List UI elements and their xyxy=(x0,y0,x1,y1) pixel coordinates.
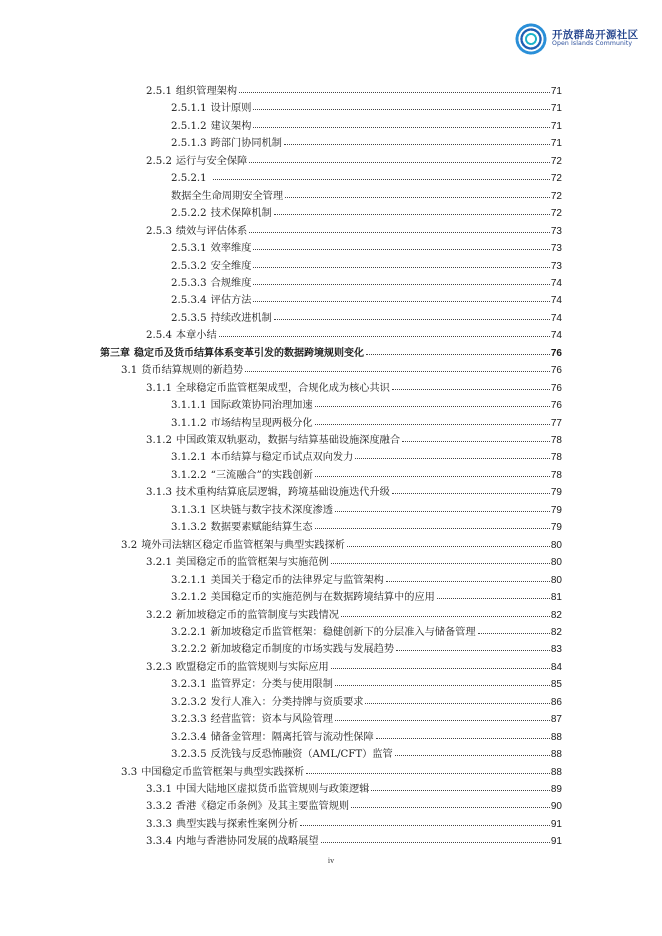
toc-entry-page: 79 xyxy=(550,504,562,516)
toc-entry-page: 80 xyxy=(550,557,562,569)
toc-entry-number: 3.3.4 xyxy=(146,836,172,848)
toc-entry-number: 3.1.2.2 xyxy=(171,469,207,481)
toc-entry[interactable] xyxy=(171,692,562,708)
toc-entry-title: 数据要素赋能结算生态 xyxy=(210,522,313,534)
toc-entry-page: 80 xyxy=(550,539,562,551)
toc-entry[interactable] xyxy=(146,325,562,341)
toc-entry-page: 85 xyxy=(550,679,562,691)
toc-leader-dots xyxy=(366,354,550,355)
toc-entry-page: 84 xyxy=(550,661,562,673)
toc-entry-title: 效率维度 xyxy=(210,243,252,255)
toc-entry-title: 本章小结 xyxy=(175,330,217,342)
toc-entry-number: 3.1.3.1 xyxy=(171,504,207,516)
toc-entry[interactable] xyxy=(171,413,562,429)
toc-entry-page: 76 xyxy=(550,347,562,359)
toc-entry-title: 中国稳定币监管框架与典型实践探析 xyxy=(141,766,305,778)
toc-entry-number: 3.1 xyxy=(121,365,138,377)
toc-entry-page: 72 xyxy=(550,155,562,167)
toc-entry-title: 评估方法 xyxy=(210,295,252,307)
toc-leader-dots xyxy=(376,738,550,739)
toc-leader-dots xyxy=(392,389,550,390)
toc-leader-dots xyxy=(321,842,550,843)
toc-entry-title: 中国大陆地区虚拟货币监管规则与政策逻辑 xyxy=(175,784,370,795)
toc-leader-dots xyxy=(386,581,550,582)
toc-leader-dots xyxy=(306,773,550,774)
toc-entry-page: 78 xyxy=(550,452,562,464)
toc-leader-dots xyxy=(392,493,550,494)
toc-entry-page: 78 xyxy=(550,469,562,481)
toc-entry[interactable] xyxy=(146,779,562,795)
toc-entry-page: 79 xyxy=(550,522,562,534)
toc-leader-dots xyxy=(331,668,550,669)
toc-entry[interactable] xyxy=(171,308,562,324)
toc-entry-title: 合规维度 xyxy=(210,277,252,289)
toc-entry-number: 3.1.3 xyxy=(146,487,172,499)
toc-entry-number: 2.5.2.2 xyxy=(171,208,207,220)
toc-entry-page: 73 xyxy=(550,243,562,255)
toc-entry-number: 3.2.2.2 xyxy=(171,644,207,656)
toc-entry-title: 组织管理架构 xyxy=(175,86,238,97)
toc-entry[interactable] xyxy=(146,796,562,812)
toc-entry-page: 83 xyxy=(550,644,562,656)
toc-entry-number: 2.5.3.4 xyxy=(171,295,207,307)
toc-entry-page: 71 xyxy=(550,120,562,132)
toc-entry-page: 88 xyxy=(550,749,562,761)
toc-entry-title: 绩效与评估体系 xyxy=(175,225,248,237)
toc-entry-page: 71 xyxy=(550,103,562,115)
toc-entry-number: 3.2.3.4 xyxy=(171,731,207,743)
toc-entry[interactable] xyxy=(146,605,562,621)
toc-entry-page: 76 xyxy=(550,382,562,394)
toc-leader-dots xyxy=(402,441,550,442)
toc-entry[interactable] xyxy=(146,482,562,498)
toc-leader-dots xyxy=(335,685,550,686)
toc-leader-dots xyxy=(437,598,550,599)
toc-entry-title: 货币结算规则的新趋势 xyxy=(141,365,244,377)
toc-entry-title: 中国政策双轨驱动，数据与结算基础设施深度融合 xyxy=(175,435,401,446)
toc-entry-page: 88 xyxy=(550,766,562,778)
toc-entry-page: 76 xyxy=(550,365,562,377)
toc-entry-number: 3.1.1.2 xyxy=(171,417,207,429)
toc-entry[interactable] xyxy=(171,186,562,202)
toc-entry-title: 美国关于稳定币的法律界定与监管架构 xyxy=(210,574,384,586)
toc-entry-title: “三流融合”的实践创新 xyxy=(210,469,313,481)
toc-entry-page: 91 xyxy=(550,818,562,830)
toc-entry-number: 2.5.3.5 xyxy=(171,312,207,324)
toc-entry-title: 设计原则 xyxy=(210,103,252,115)
toc-entry[interactable] xyxy=(171,500,562,516)
toc-leader-dots xyxy=(253,249,549,250)
toc-entry[interactable] xyxy=(171,744,562,760)
toc-entry-number: 3.2 xyxy=(121,539,138,551)
toc-leader-dots xyxy=(253,301,549,302)
toc-leader-dots xyxy=(315,528,550,529)
toc-entry-page: 78 xyxy=(550,435,562,446)
toc-entry-title: 跨部门协同机制 xyxy=(210,138,282,150)
toc-entry-number: 3.3 xyxy=(121,766,138,778)
toc-leader-dots xyxy=(355,458,550,459)
toc-entry[interactable] xyxy=(171,203,562,219)
toc-leader-dots xyxy=(341,616,550,617)
toc-entry-page: 82 xyxy=(550,609,562,621)
toc-entry[interactable] xyxy=(146,430,562,446)
toc-entry-number: 3.2.3.1 xyxy=(171,679,207,691)
toc-entry-number: 2.5.4 xyxy=(146,330,172,342)
toc-entry-page: 86 xyxy=(550,696,562,708)
toc-entry-number: 3.1.3.2 xyxy=(171,522,207,534)
toc-entry[interactable] xyxy=(171,273,562,289)
toc-entry[interactable] xyxy=(146,657,562,673)
toc-entry-title: 国际政策协同治理加速 xyxy=(210,400,313,412)
logo-title-cn: 开放群岛开源社区 xyxy=(552,29,639,42)
toc-entry-title: 建议架构 xyxy=(210,120,252,132)
toc-entry[interactable] xyxy=(171,465,562,481)
toc-entry-title: 储备金管理：隔离托管与流动性保障 xyxy=(210,731,374,743)
toc-entry-title: 反洗钱与反恐怖融资（AML/CFT）监管 xyxy=(210,749,393,761)
toc-entry[interactable] xyxy=(146,831,562,847)
toc-leader-dots xyxy=(315,476,550,477)
toc-entry-number: 3.1.1 xyxy=(146,382,172,394)
toc-entry-number: 2.5.2 xyxy=(146,155,172,167)
toc-entry[interactable] xyxy=(146,151,562,167)
toc-entry[interactable] xyxy=(146,81,562,97)
toc-entry[interactable] xyxy=(171,709,562,725)
toc-entry-title: 美国稳定币的监管框架与实施范例 xyxy=(175,557,329,569)
toc-leader-dots xyxy=(315,424,550,425)
toc-entry[interactable] xyxy=(171,517,562,533)
toc-entry[interactable] xyxy=(171,622,562,638)
toc-entry-title: 区块链与数字技术深度渗透 xyxy=(210,504,333,516)
toc-entry[interactable] xyxy=(121,535,562,551)
toc-entry-page: 74 xyxy=(550,312,562,324)
toc-entry[interactable] xyxy=(171,133,562,149)
toc-entry-page: 74 xyxy=(550,277,562,289)
toc-entry-number: 3.2.2.1 xyxy=(171,626,207,638)
toc-entry-page: 87 xyxy=(550,714,562,726)
toc-entry-title: 新加坡稳定币制度的市场实践与发展趋势 xyxy=(210,644,395,656)
toc-entry[interactable] xyxy=(171,256,562,272)
toc-entry-page: 74 xyxy=(550,295,562,307)
toc-leader-dots xyxy=(371,790,549,791)
community-logo xyxy=(514,22,638,56)
toc-entry[interactable] xyxy=(121,762,562,778)
toc-entry[interactable] xyxy=(146,552,562,568)
toc-entry-number: 3.2.3.2 xyxy=(171,696,207,708)
toc-entry-number: 3.2.1.1 xyxy=(171,574,207,586)
toc-entry-number: 2.5.1 xyxy=(146,86,172,97)
toc-entry-page: 76 xyxy=(550,400,562,412)
toc-entry-page: 82 xyxy=(550,626,562,638)
toc-leader-dots xyxy=(478,633,550,634)
toc-leader-dots xyxy=(331,563,550,564)
toc-entry[interactable] xyxy=(171,639,562,655)
toc-entry-number: 3.1.2 xyxy=(146,435,172,446)
community-logo-mark xyxy=(514,22,548,56)
toc-entry-number: 3.2.1.2 xyxy=(171,592,207,604)
toc-entry-page: 80 xyxy=(550,574,562,586)
toc-entry[interactable] xyxy=(171,238,562,254)
toc-leader-dots xyxy=(274,319,550,320)
toc-entry-number: 2.5.1.1 xyxy=(171,103,207,115)
toc-entry[interactable] xyxy=(171,587,562,603)
toc-entry-number: 3.2.3.5 xyxy=(171,749,207,761)
toc-leader-dots xyxy=(239,92,550,93)
toc-entry[interactable] xyxy=(121,360,562,376)
toc-entry[interactable] xyxy=(171,570,562,586)
toc-leader-dots xyxy=(365,703,549,704)
toc-entry-number: 3.2.3.3 xyxy=(171,714,207,726)
toc-entry-title: 稳定币及货币结算体系变革引发的数据跨境规则变化 xyxy=(134,347,364,359)
toc-leader-dots xyxy=(315,406,550,407)
toc-entry[interactable] xyxy=(100,343,562,359)
toc-leader-dots xyxy=(335,511,550,512)
toc-entry-title: 欧盟稳定币的监管规则与实际应用 xyxy=(175,661,329,673)
toc-entry-title: 数据全生命周期安全管理 xyxy=(171,190,284,202)
toc-leader-dots xyxy=(249,162,550,163)
toc-leader-dots xyxy=(284,144,550,145)
toc-entry-title: 技术保障机制 xyxy=(210,208,272,220)
toc-entry-page: 91 xyxy=(550,836,562,848)
toc-entry-number: 2.5.3.1 xyxy=(171,243,207,255)
toc-entry-title: 全球稳定币监管框架成型，合规化成为核心共识 xyxy=(175,382,390,394)
toc-entry-title: 监管界定：分类与使用限制 xyxy=(210,679,333,691)
logo-title-en: Open Islands Community xyxy=(552,40,633,48)
toc-entry-page: 89 xyxy=(550,784,562,795)
toc-entry-page: 71 xyxy=(550,86,562,97)
toc-entry-page: 72 xyxy=(550,190,562,202)
toc-entry-page: 74 xyxy=(550,330,562,342)
toc-entry-title: 经营监管：资本与风险管理 xyxy=(210,714,333,726)
toc-entry[interactable] xyxy=(146,221,562,237)
toc-entry-number: 2.5.3.3 xyxy=(171,277,207,289)
page-number: iv xyxy=(327,856,335,865)
toc-entry-title: 运行与安全保障 xyxy=(175,155,248,167)
toc-entry-title: 发行人准入：分类持牌与资质要求 xyxy=(210,696,364,708)
toc-leader-dots xyxy=(253,109,549,110)
toc-entry-title: 内地与香港协同发展的战略展望 xyxy=(175,836,319,848)
toc-entry-page: 71 xyxy=(550,138,562,150)
toc-leader-dots xyxy=(219,336,550,337)
toc-leader-dots xyxy=(396,650,550,651)
toc-entry-number: 3.3.2 xyxy=(146,801,172,813)
toc-entry-page: 73 xyxy=(550,225,562,237)
toc-entry-page: 73 xyxy=(550,260,562,272)
toc-entry-page: 90 xyxy=(550,801,562,813)
toc-entry[interactable] xyxy=(171,116,562,132)
toc-leader-dots xyxy=(245,371,550,372)
toc-entry-number: 3.2.2 xyxy=(146,609,172,621)
toc-entry-title: 市场结构呈现两极分化 xyxy=(210,417,313,429)
toc-leader-dots xyxy=(285,197,550,198)
toc-entry-page: 81 xyxy=(550,592,562,604)
toc-entry-page: 72 xyxy=(550,208,562,220)
toc-entry-page: 88 xyxy=(550,731,562,743)
toc-entry-title: 美国稳定币的实施范例与在数据跨境结算中的应用 xyxy=(210,592,435,604)
toc-entry[interactable] xyxy=(171,727,562,743)
toc-entry-number: 第三章 xyxy=(100,347,130,359)
toc-entry[interactable] xyxy=(146,378,562,394)
toc-entry-page: 72 xyxy=(550,173,562,185)
toc-leader-dots xyxy=(395,755,550,756)
toc-entry-number: 3.1.1.1 xyxy=(171,400,207,412)
toc-entry[interactable] xyxy=(171,447,562,463)
toc-entry-number: 3.3.3 xyxy=(146,818,172,830)
toc-leader-dots xyxy=(249,232,550,233)
toc-leader-dots xyxy=(351,807,550,808)
toc-entry-number: 2.5.1.2 xyxy=(171,120,207,132)
toc-entry-title: 香港《稳定币条例》及其主要监管规则 xyxy=(175,801,350,813)
toc-leader-dots xyxy=(300,825,550,826)
toc-leader-dots xyxy=(335,720,550,721)
toc-entry-number: 3.3.1 xyxy=(146,784,172,795)
toc-entry[interactable] xyxy=(171,290,562,306)
toc-leader-dots xyxy=(213,179,550,180)
toc-leader-dots xyxy=(253,284,549,285)
toc-entry-number: 2.5.3.2 xyxy=(171,260,207,272)
toc-entry[interactable] xyxy=(171,674,562,690)
toc-leader-dots xyxy=(253,127,549,128)
toc-entry-title: 境外司法辖区稳定币监管框架与典型实践探析 xyxy=(141,539,345,551)
toc-entry-title: 安全维度 xyxy=(210,260,252,272)
toc-leader-dots xyxy=(274,214,550,215)
toc-leader-dots xyxy=(347,546,550,547)
toc-entry-number: 2.5.1.3 xyxy=(171,138,207,150)
toc-entry-number: 2.5.2.1 xyxy=(171,173,207,185)
toc-entry-title: 典型实践与探索性案例分析 xyxy=(175,818,299,830)
toc-entry-page: 77 xyxy=(550,417,562,429)
toc-leader-dots xyxy=(253,267,549,268)
toc-entry-page: 79 xyxy=(550,487,562,499)
toc-entry[interactable] xyxy=(171,98,562,114)
toc-entry-title: 新加坡稳定币监管框架：稳健创新下的分层准入与储备管理 xyxy=(210,626,476,638)
toc-entry-number: 3.1.2.1 xyxy=(171,452,207,464)
toc-entry-number: 3.2.1 xyxy=(146,557,172,569)
toc-entry-title: 持续改进机制 xyxy=(210,312,272,324)
toc-entry-title: 技术重构结算底层逻辑，跨境基础设施迭代升级 xyxy=(175,487,390,499)
toc-entry-title: 新加坡稳定币的监管制度与实践情况 xyxy=(175,609,339,621)
toc-entry-number: 3.2.3 xyxy=(146,661,172,673)
toc-entry[interactable] xyxy=(171,168,562,184)
toc-entry-title: 本币结算与稳定币试点双向发力 xyxy=(210,452,354,464)
toc-entry[interactable] xyxy=(146,814,562,830)
toc-entry-number: 2.5.3 xyxy=(146,225,172,237)
toc-entry[interactable] xyxy=(171,395,562,411)
